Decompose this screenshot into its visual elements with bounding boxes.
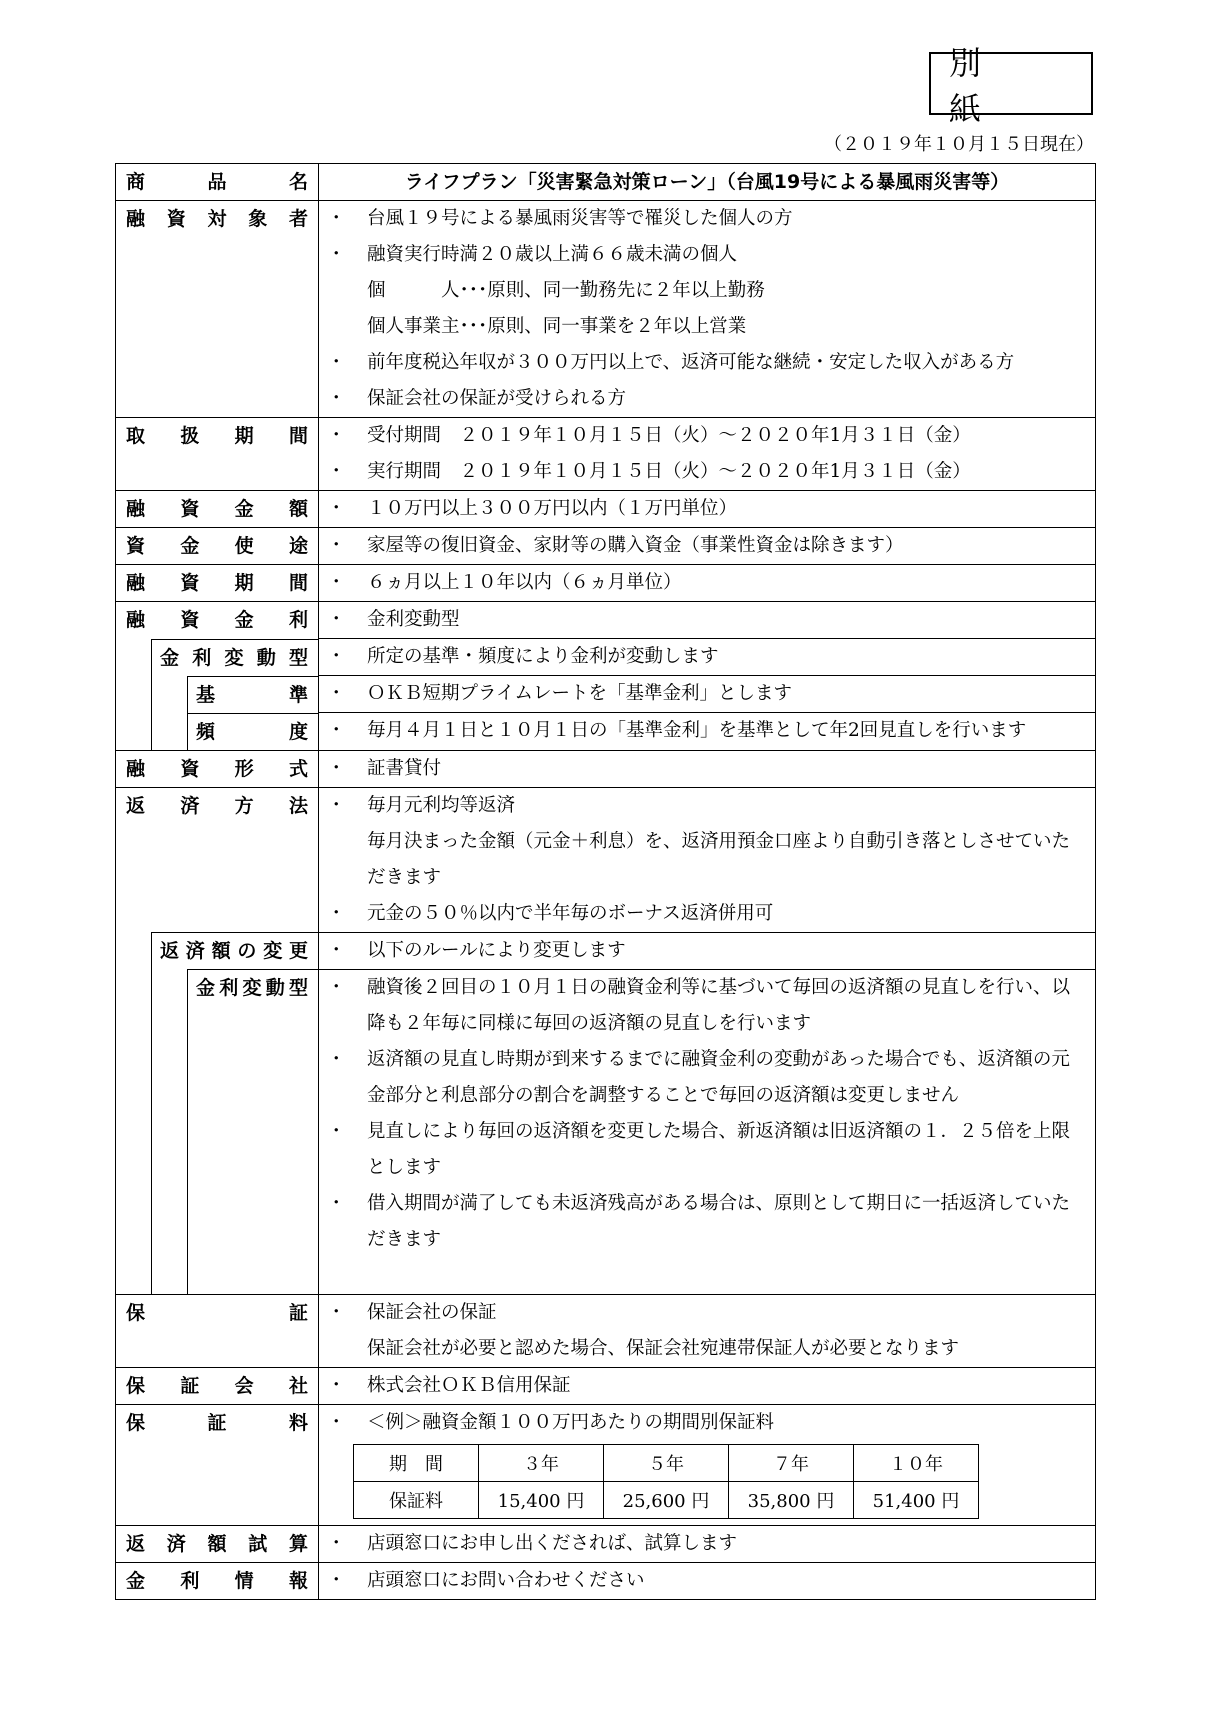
fee-intro: ・ ＜例＞融資金額１００万円あたりの期間別保証料: [319, 1405, 1095, 1441]
attachment-stamp: 別 紙: [929, 52, 1093, 115]
product-name: ライフプラン「災害緊急対策ローン」（台風19号による暴風雨災害等）: [404, 171, 1010, 193]
fee-header-row: [354, 1445, 979, 1482]
row-product: [116, 164, 1096, 201]
target-line: 個人事業主･･･原則、同一事業を２年以上営業: [367, 316, 747, 337]
row-period: [116, 418, 1096, 491]
label-repay-change: 返 済 額 の 変 更: [160, 940, 308, 962]
label-product: 商 品 名: [126, 171, 308, 193]
row-rate-freq: [116, 713, 1096, 751]
fee-value-cell: 保証料: [354, 1482, 479, 1519]
calc-text: ・ 店頭窓口にお申し出くだされば、試算します: [319, 1526, 1095, 1562]
guarantee-fee-table: [353, 1444, 979, 1519]
label-calc: 返 済 額 試 算: [126, 1533, 308, 1555]
row-repay-var: [116, 969, 1096, 1295]
label-repay: 返 済 方 法: [126, 794, 308, 817]
label-rate: 融 資 金 利: [126, 609, 308, 631]
row-rate-base: [116, 676, 1096, 713]
row-term: [116, 565, 1096, 602]
form-text: ・ 証書貸付: [319, 751, 1095, 787]
label-period: 取 扱 期 間: [126, 425, 308, 447]
repay-var-line: ・ 融資後２回目の１０月１日の融資金利等に基づいて毎回の返済額の見直しを行い、以降も２年毎に同様に毎回の返済額の見直しを行います: [319, 970, 1095, 1042]
use-text: ・ 家屋等の復旧資金、家財等の購入資金（事業性資金は除きます）: [319, 528, 1095, 564]
row-guarantor: [116, 1368, 1096, 1405]
repay-change-text: ・ 以下のルールにより変更します: [319, 933, 1095, 969]
repay-var-line: ・ 返済額の見直し時期が到来するまでに融資金利の変動があった場合でも、返済額の元金部分と利息部分の割合を調整することで毎回の返済額は変更しません: [319, 1042, 1095, 1114]
label-rate-var: 金 利 変 動 型: [160, 646, 308, 669]
amount-text: ・ １０万円以上３００万円以内（１万円単位）: [319, 491, 1095, 527]
row-amount: [116, 491, 1096, 528]
guarantor-text: ・ 株式会社ＯＫＢ信用保証: [319, 1368, 1095, 1404]
label-use: 資 金 使 途: [126, 535, 308, 557]
fee-value-cell: 51,400 円: [854, 1482, 979, 1519]
target-line: 個 人･･･原則、同一勤務先に２年以上勤務: [367, 280, 765, 301]
label-target: 融 資 対 象 者: [126, 208, 308, 230]
as-of-date: （２０１９年１０月１５日現在）: [824, 134, 1094, 155]
term-text: ・ ６ヵ月以上１０年以内（６ヵ月単位）: [319, 565, 1095, 601]
target-line: ・ 前年度税込年収が３００万円以上で、返済可能な継続・安定した収入がある方: [319, 345, 1095, 381]
label-info: 金 利 情 報: [126, 1570, 308, 1592]
repay-line: 毎月決まった金額（元金＋利息）を、返済用預金口座より自動引き落としさせていただきます: [367, 830, 1071, 888]
target-line: ・ 融資実行時満２０歳以上満６６歳未満の個人: [319, 237, 1095, 273]
fee-value-cell: 25,600 円: [604, 1482, 729, 1519]
label-form: 融 資 形 式: [126, 757, 308, 780]
row-form: [116, 750, 1096, 787]
rate-freq-text: ・ 毎月４月１日と１０月１日の「基準金利」を基準として年2回見直しを行います: [319, 713, 1095, 749]
target-line: ・ 台風１９号による暴風雨災害等で罹災した個人の方: [319, 201, 1095, 237]
fee-header-cell: ３年: [479, 1445, 604, 1482]
fee-value-cell: 35,800 円: [729, 1482, 854, 1519]
label-repay-var: 金 利 変 動 型: [196, 977, 308, 999]
fee-value-row: [354, 1482, 979, 1519]
fee-value-cell: 15,400 円: [479, 1482, 604, 1519]
label-rate-freq: 頻 度: [196, 720, 308, 743]
repay-var-line: ・ 借入期間が満了しても未返済残高がある場合は、原則として期日に一括返済していただきます: [319, 1186, 1095, 1258]
label-guarantor: 保 証 会 社: [126, 1375, 308, 1397]
row-repay-change: [116, 932, 1096, 969]
fee-header-cell: ７年: [729, 1445, 854, 1482]
period-line: ・ 実行期間 ２０１９年１０月１５日（火）～２０２０年1月３１日（金）: [319, 454, 1095, 490]
row-guarantee: [116, 1295, 1096, 1368]
fee-header-cell: 期 間: [354, 1445, 479, 1482]
target-line: ・ 保証会社の保証が受けられる方: [319, 381, 1095, 417]
guarantee-line: 保証会社が必要と認めた場合、保証会社宛連帯保証人が必要となります: [367, 1338, 960, 1359]
rate-var-text: ・ 所定の基準・頻度により金利が変動します: [319, 639, 1095, 675]
row-info: [116, 1563, 1096, 1600]
label-amount: 融 資 金 額: [126, 498, 308, 520]
repay-line: ・ 元金の５０％以内で半年毎のボーナス返済併用可: [319, 896, 1095, 932]
row-use: [116, 528, 1096, 565]
fee-header-cell: ５年: [604, 1445, 729, 1482]
fee-header-cell: １０年: [854, 1445, 979, 1482]
row-rate-var: [116, 639, 1096, 676]
info-text: ・ 店頭窓口にお問い合わせください: [319, 1563, 1095, 1599]
row-rate: [116, 602, 1096, 639]
label-term: 融 資 期 間: [126, 572, 308, 594]
repay-var-line: ・ 見直しにより毎回の返済額を変更した場合、新返済額は旧返済額の１．２５倍を上限とします: [319, 1114, 1095, 1186]
row-repay: [116, 787, 1096, 932]
label-rate-base: 基 準: [196, 683, 308, 706]
rate-base-text: ・ ＯＫＢ短期プライムレートを「基準金利」とします: [319, 676, 1095, 712]
row-target: [116, 201, 1096, 418]
repay-line: ・ 毎月元利均等返済: [319, 788, 1095, 824]
label-fee: 保 証 料: [126, 1412, 308, 1434]
rate-text: ・ 金利変動型: [319, 602, 1095, 638]
label-guarantee: 保 証: [126, 1302, 308, 1324]
period-line: ・ 受付期間 ２０１９年１０月１５日（火）～２０２０年1月３１日（金）: [319, 418, 1095, 454]
row-fee: [116, 1405, 1096, 1526]
product-spec-table: [115, 163, 1096, 1600]
row-calc: [116, 1526, 1096, 1563]
guarantee-line: ・ 保証会社の保証: [319, 1295, 1095, 1331]
